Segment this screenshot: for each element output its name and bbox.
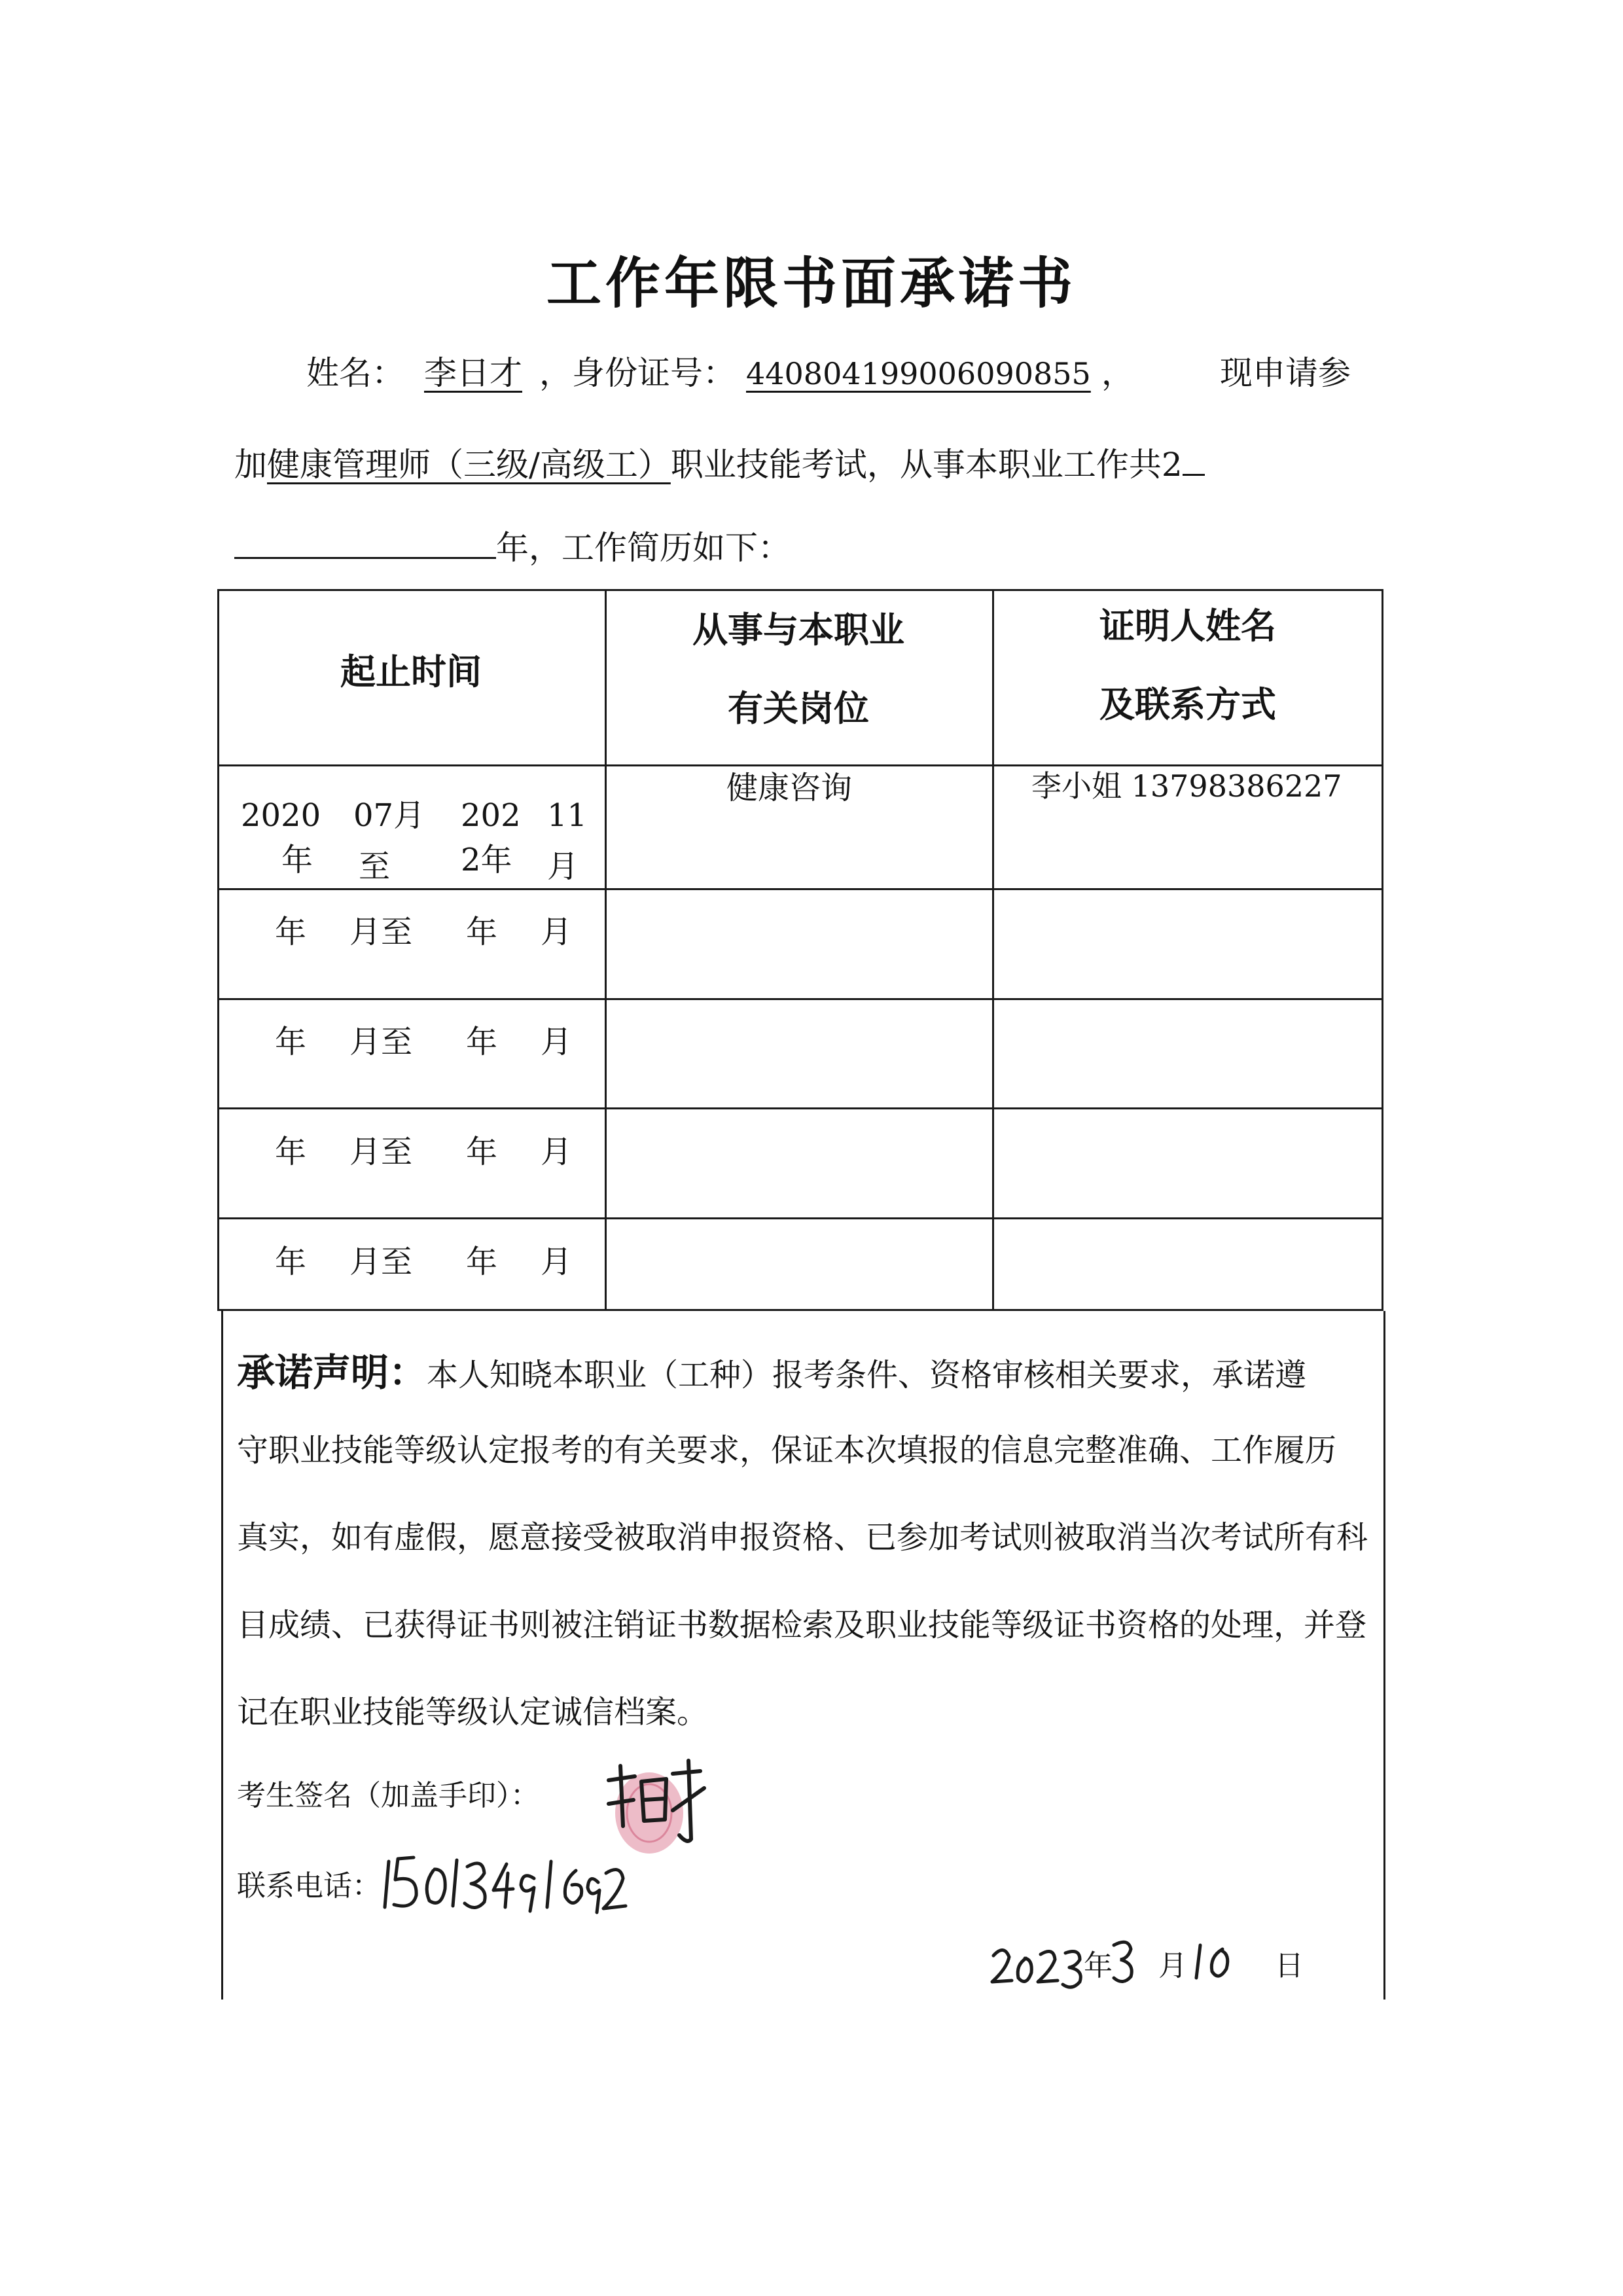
position-cell: 健康咨询 <box>726 770 853 806</box>
declaration-box-left-border <box>221 1311 223 2000</box>
row-month-2: 月 <box>541 1134 573 1170</box>
line2-prefix: 加 <box>234 446 267 484</box>
to-text: 至 <box>359 848 391 885</box>
year-unit: 年 <box>1084 1949 1113 1982</box>
header-position-line1: 从事与本职业 <box>692 609 904 651</box>
row-month-to: 月至 <box>349 1244 413 1280</box>
row-month-to: 月至 <box>349 1134 413 1170</box>
handwritten-date-day <box>1190 1941 1242 1984</box>
end-month: 11 <box>547 797 588 834</box>
row-year: 年 <box>275 1024 307 1060</box>
start-year: 2020 <box>241 797 321 834</box>
start-month: 07月 <box>353 797 425 834</box>
row-year: 年 <box>275 1244 307 1280</box>
witness-cell: 李小姐 13798386227 <box>1031 768 1342 804</box>
start-year-unit: 年 <box>281 842 313 878</box>
table-row-divider <box>217 1217 1383 1219</box>
handwritten-date-year <box>990 1939 1086 1995</box>
end-year-top: 202 <box>461 797 521 834</box>
declaration-line-5: 记在职业技能等级认定诚信档案。 <box>237 1694 709 1731</box>
intro-line-2 <box>234 446 1205 484</box>
phone-label: 联系电话： <box>237 1869 381 1903</box>
table-row-divider <box>217 888 1383 890</box>
table-row-divider <box>217 764 1383 766</box>
row-month-2: 月 <box>541 914 573 950</box>
declaration-text-1: 本人知晓本职业（工种）报考条件、资格审核相关要求，承诺遵 <box>427 1357 1307 1393</box>
row-year-2: 年 <box>466 914 498 950</box>
id-number: 440804199006090855 <box>746 356 1091 391</box>
month-unit: 月 <box>1158 1949 1187 1982</box>
declaration-line-3: 真实，如有虚假，愿意接受被取消申报资格、已参加考试则被取消当次考试所有科 <box>237 1519 1368 1556</box>
handwritten-phone-number <box>380 1844 628 1923</box>
handwritten-date-month <box>1109 1936 1141 1988</box>
intro-line-3 <box>234 529 791 567</box>
row-year: 年 <box>275 1134 307 1170</box>
row-month-2: 月 <box>541 1024 573 1060</box>
table-row-divider <box>217 998 1383 1000</box>
declaration-box-right-border <box>1383 1311 1385 2000</box>
exam-name: 健康管理师（三级/高级工） <box>267 446 671 484</box>
row-month-to: 月至 <box>349 1024 413 1060</box>
declaration-line-2: 守职业技能等级认定报考的有关要求，保证本次填报的信息完整准确、工作履历 <box>237 1432 1337 1469</box>
row-year-2: 年 <box>466 1134 498 1170</box>
row-month-to: 月至 <box>349 914 413 950</box>
declaration-line-4-end: 并登 <box>1304 1607 1367 1643</box>
years-blank <box>1183 474 1205 476</box>
years-continuation-blank <box>234 557 496 559</box>
header-period: 起止时间 <box>340 651 482 692</box>
table-row-divider <box>217 1107 1383 1109</box>
intro-line-1 <box>306 354 1134 392</box>
signature-label: 考生签名（加盖手印）： <box>237 1779 539 1812</box>
declaration-line-1 <box>237 1350 1307 1395</box>
end-year-bottom: 2年 <box>461 842 512 878</box>
declaration-line-4: 目成绩、已获得证书则被注销证书数据检索及职业技能等级证书资格的处理， <box>237 1607 1306 1643</box>
applicant-name: 李日才 <box>424 354 522 392</box>
name-label: 姓名： <box>306 354 404 392</box>
day-unit: 日 <box>1275 1949 1304 1982</box>
row-year: 年 <box>275 914 307 950</box>
row-month-2: 月 <box>541 1244 573 1280</box>
row-year-2: 年 <box>466 1024 498 1060</box>
declaration-label: 承诺声明： <box>237 1350 427 1395</box>
line2-mid: 职业技能考试，从事本职业工作共 <box>670 446 1162 484</box>
end-month-unit: 月 <box>547 848 579 885</box>
id-label: ，身份证号： <box>539 354 736 392</box>
header-witness-line2: 及联系方式 <box>1099 684 1276 725</box>
apply-text: 现申请参 <box>1220 354 1351 392</box>
header-witness-line1: 证明人姓名 <box>1099 605 1276 647</box>
line3-suffix: 年，工作简历如下： <box>496 529 791 567</box>
document-title: 工作年限书面承诺书 <box>546 251 1077 315</box>
work-years: 2 <box>1161 446 1183 484</box>
row-year-2: 年 <box>466 1244 498 1280</box>
header-position-line2: 有关岗位 <box>728 688 869 729</box>
id-comma: ， <box>1101 354 1134 392</box>
